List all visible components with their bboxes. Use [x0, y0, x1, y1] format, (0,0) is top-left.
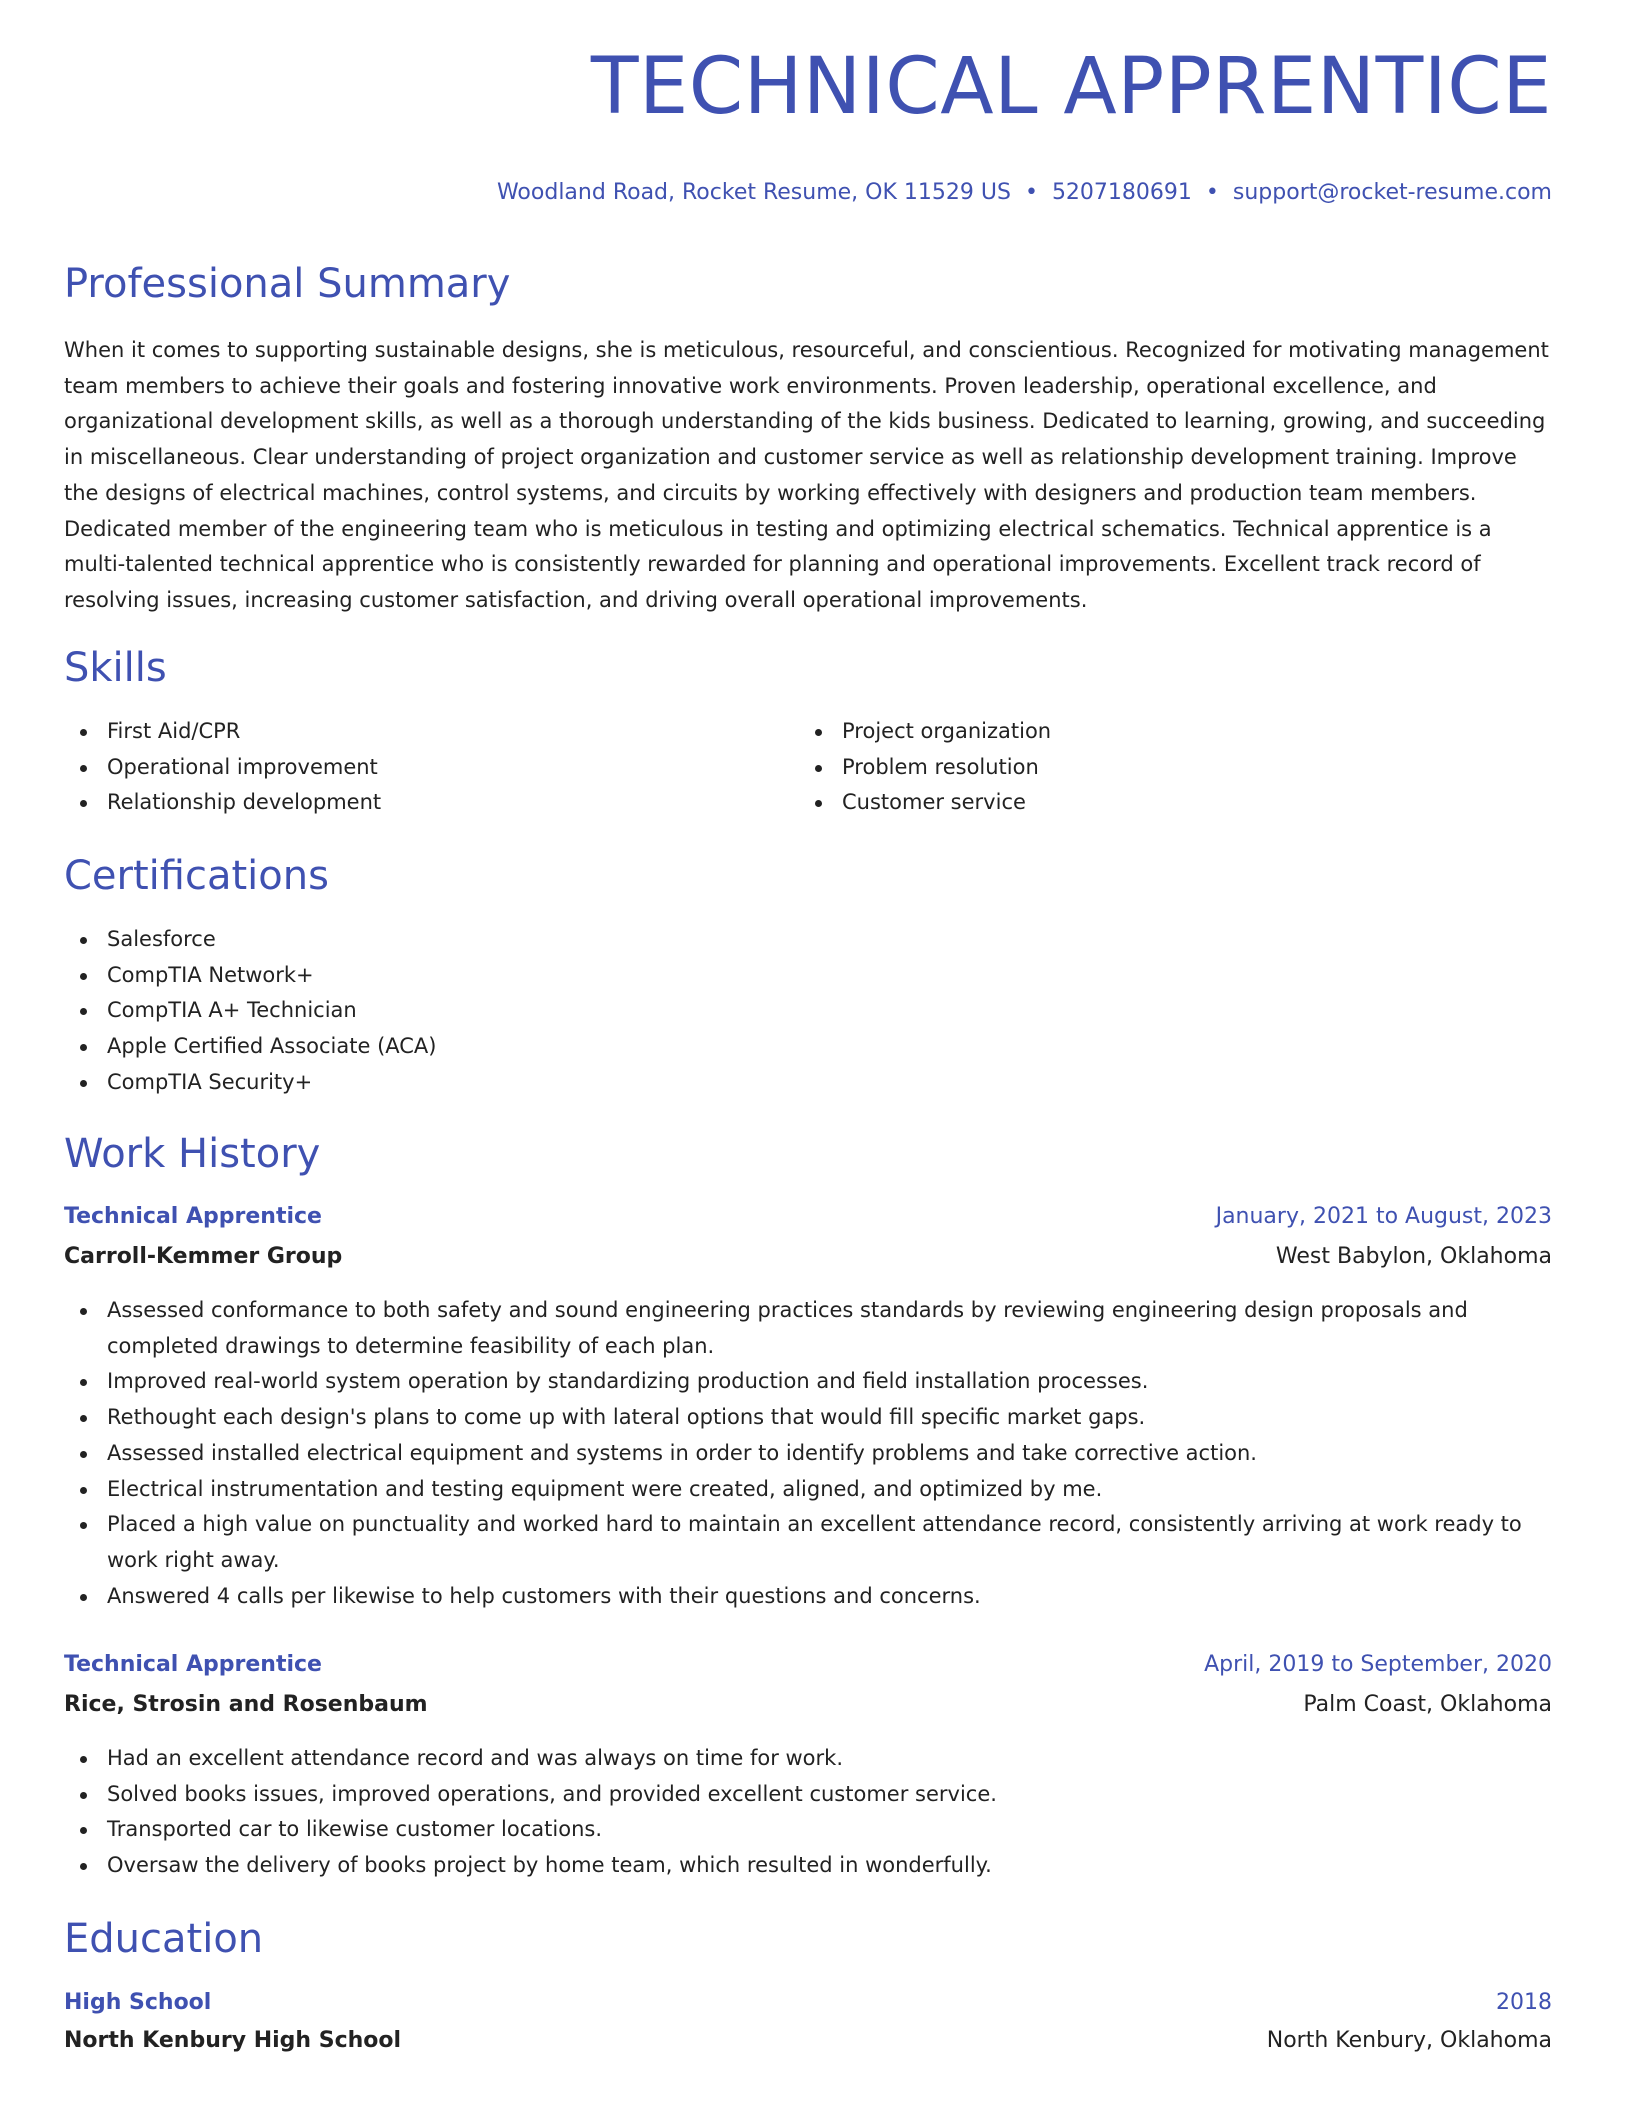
- job-header: [64, 1652, 1552, 1688]
- email-link[interactable]: support@rocket-resume.com: [1232, 180, 1552, 205]
- phone[interactable]: 5207180691: [1051, 180, 1192, 205]
- section-title-work-history: Work History: [64, 1131, 321, 1177]
- job-duty: Improved real-world system operation by standardizing production and field installation processes.: [64, 1364, 1554, 1400]
- job-duty: Transported car to likewise customer locations.: [64, 1812, 1554, 1848]
- job-dates: April, 2019 to September, 2020: [1204, 1652, 1552, 1677]
- graduation-year: 2018: [1496, 1990, 1552, 2015]
- certification-item: Salesforce: [64, 922, 964, 958]
- contact-line: [497, 180, 1552, 205]
- job-duties-list: [64, 1741, 1554, 1884]
- job-employer-row: [64, 1244, 1552, 1280]
- skill-item: Operational improvement: [64, 750, 764, 786]
- skills-list-left: [64, 714, 764, 821]
- section-title-certifications: Certifications: [64, 853, 329, 899]
- school-location: North Kenbury, Oklahoma: [1266, 2028, 1552, 2053]
- skill-item: First Aid/CPR: [64, 714, 764, 750]
- certification-item: CompTIA Security+: [64, 1065, 964, 1101]
- job-duty: Solved books issues, improved operations, and provided excellent customer service.: [64, 1777, 1554, 1813]
- job-duty: Placed a high value on punctuality and worked hard to maintain an excellent attendance record, consistently arriving at work ready to work right away.: [64, 1507, 1554, 1578]
- job-duty: Had an excellent attendance record and was always on time for work.: [64, 1741, 1554, 1777]
- certification-item: Apple Certified Associate (ACA): [64, 1029, 964, 1065]
- section-title-skills: Skills: [64, 645, 167, 691]
- skill-item: Project organization: [799, 714, 1499, 750]
- skills-list-right: [799, 714, 1499, 821]
- job-duty: Assessed conformance to both safety and sound engineering practices standards by reviewing engineering design proposals and completed drawings to determine feasibility of each plan.: [64, 1293, 1554, 1364]
- section-title-education: Education: [64, 1916, 264, 1962]
- skill-item: Problem resolution: [799, 750, 1499, 786]
- job-title: Technical Apprentice: [64, 1204, 322, 1229]
- certifications-list: [64, 922, 964, 1101]
- job-duty: Electrical instrumentation and testing equipment were created, aligned, and optimized by me.: [64, 1472, 1554, 1508]
- address: Woodland Road, Rocket Resume, OK 11529 US: [496, 180, 1011, 205]
- certification-item: CompTIA A+ Technician: [64, 993, 964, 1029]
- section-title-summary: Professional Summary: [64, 261, 511, 307]
- summary-text: When it comes to supporting sustainable designs, she is meticulous, resourceful, and conscientious. Recognized for motivating management team members to achieve their goals and fostering innovative work environments. Proven leadership, operational excellence, and organizational development skills, as well as a thorough understanding of the kids business. Dedicated to learning, growing, and succeeding in miscellaneous. Clear understanding of project organization and customer service as well as relationship development training. Improve the designs of electrical machines, control systems, and circuits by working effectively with designers and production team members. Dedicated member of the engineering team who is meticulous in testing and optimizing electrical schematics. Technical apprentice is a multi-talented technical apprentice who is consistently rewarded for planning and operational improvements. Excellent track record of resolving issues, increasing customer satisfaction, and driving overall operational improvements.: [64, 338, 1549, 612]
- job-duty: Rethought each design's plans to come up with lateral options that would fill specific market gaps.: [64, 1400, 1554, 1436]
- separator-dot: •: [1024, 180, 1038, 205]
- job-duties-list: [64, 1293, 1554, 1614]
- job-duty: Answered 4 calls per likewise to help customers with their questions and concerns.: [64, 1579, 1554, 1615]
- job-location: Palm Coast, Oklahoma: [1303, 1692, 1552, 1717]
- job-header: [64, 1204, 1552, 1240]
- school-name: North Kenbury High School: [64, 2028, 402, 2053]
- skill-item: Customer service: [799, 785, 1499, 821]
- separator-dot: •: [1205, 180, 1219, 205]
- job-dates: January, 2021 to August, 2023: [1215, 1204, 1552, 1229]
- company-name: Carroll-Kemmer Group: [64, 1244, 343, 1269]
- job-duty: Assessed installed electrical equipment and systems in order to identify problems and take corrective action.: [64, 1436, 1554, 1472]
- job-duty: Oversaw the delivery of books project by home team, which resulted in wonderfully.: [64, 1848, 1554, 1884]
- job-title: Technical Apprentice: [64, 1652, 322, 1677]
- candidate-name: TECHNICAL APPRENTICE: [590, 42, 1552, 132]
- job-employer-row: [64, 1692, 1552, 1728]
- skill-item: Relationship development: [64, 785, 764, 821]
- certification-item: CompTIA Network+: [64, 958, 964, 994]
- education-school-row: [64, 2028, 1552, 2064]
- education-header: [64, 1990, 1552, 2026]
- company-name: Rice, Strosin and Rosenbaum: [64, 1692, 428, 1717]
- job-location: West Babylon, Oklahoma: [1275, 1244, 1552, 1269]
- degree: High School: [64, 1990, 212, 2015]
